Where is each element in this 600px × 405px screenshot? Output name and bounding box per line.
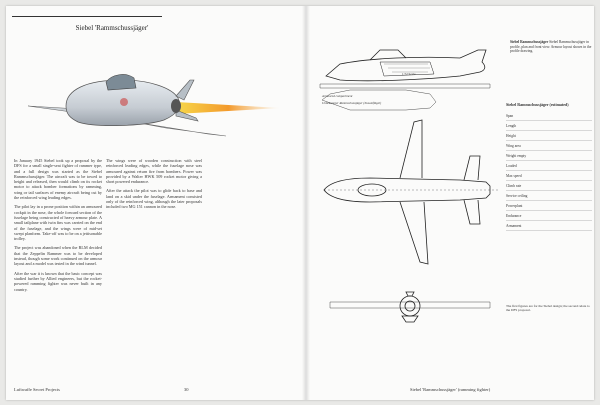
paragraph: After the war it is known that the basic concept was studied further by Allied engineers, but the rocket-powered ramming fighter was never built in any country.: [14, 270, 102, 292]
front-view-nose: [405, 301, 415, 311]
paragraph: The pilot lay in a prone position within an armoured cockpit in the nose, the whole forward section of the fuselage being constructed of heavy armour plate. A small tailplane with twin fins was carried on the end of the fuselage, and the wings were of mid-set swept planform. Take-off was to be on a jettisonable trolley.: [14, 204, 102, 242]
rocket-flame: [176, 102, 281, 114]
front-view-fin: [406, 292, 414, 296]
scale-bar: [320, 84, 490, 88]
caption-label: Siebel Rammschussjäger: [510, 40, 549, 44]
annotation-top: Armoured compartment: [322, 94, 353, 98]
rocket-nozzle: [171, 99, 181, 113]
page-title: Siebel 'Rammschussjäger': [75, 24, 149, 32]
right-page: [310, 6, 594, 400]
spec-row: Loaded: [506, 161, 592, 171]
three-view-drawing: [310, 36, 508, 336]
spec-row: Span: [506, 111, 592, 121]
running-footer-right: Siebel 'Rammschussjäger' (ramming fighter): [410, 387, 491, 392]
front-view-fuselage: [400, 296, 420, 316]
spec-row: Wing area: [506, 141, 592, 151]
tail-fin: [176, 80, 194, 100]
annotation-bottom: Unbekannter Rammschussjäger (Zusatzflügel): [322, 101, 382, 105]
spec-row: Endurance: [506, 211, 592, 221]
armour-hatching: [384, 64, 430, 72]
front-view-wing: [330, 302, 490, 308]
spec-row: Armament: [506, 221, 592, 231]
specification-table: [506, 102, 592, 231]
left-page: [6, 6, 302, 400]
spec-row: Service ceiling: [506, 191, 592, 201]
specs-title: Siebel Rammschussjäger (estimated): [506, 102, 569, 107]
plan-view-upper-wing: [400, 120, 422, 178]
plan-view-lower-tailplane: [464, 200, 480, 224]
paragraph: After the attack the pilot was to glide back to base and land on a skid under the fuselage. Armament consisted only of the reinforced wing, although the later proposals included two MG 151 cannon in the nose.: [106, 188, 202, 210]
spec-row: Weight empty: [506, 151, 592, 161]
book-spread: [6, 6, 594, 400]
marking-roundel: [120, 98, 128, 106]
spec-row: Max speed: [506, 171, 592, 181]
plan-view-lower-wing: [400, 202, 428, 264]
page-number-left: 30: [184, 387, 189, 392]
title-rule: [12, 16, 162, 17]
front-view-skid: [402, 316, 418, 322]
box-outline: [322, 90, 436, 110]
right-wing: [134, 122, 226, 136]
running-footer-left: Luftwaffe Secret Projects: [14, 387, 60, 392]
paragraph: The wings were of wooden construction with steel reinforced leading edges, while the fuselage nose was armoured against return fire from bombers. Power was provided by a Walter HWK 509 rocket motor giving a short powered endurance.: [106, 158, 202, 185]
body-text-column-1: [14, 158, 102, 368]
spec-row: Height: [506, 131, 592, 141]
caption-text: Siebel Rammschussjäger in profile, plan and front view. Armour layout shown in the profile drawing.: [510, 40, 592, 53]
side-view-fuselage: [326, 50, 486, 81]
book-gutter: [302, 6, 310, 400]
paragraph: In January 1945 Siebel took up a proposal by the DFS for a small single-seat fighter of rammer type, and a full design was started as the Siebel Rammschussjäger. The aircraft was to be towed to height and released, then would climb on its rocket motor to attack bomber formations by ramming, wing or tail surfaces of enemy aircraft being cut by the reinforced wing leading edges.: [14, 158, 102, 201]
plan-view-upper-tailplane: [464, 156, 480, 180]
scale-note: 1:72 Scale: [402, 72, 416, 76]
body-text-column-2: [106, 158, 202, 250]
drawing-caption: [510, 40, 592, 54]
aircraft-illustration: [26, 66, 286, 148]
spec-row: Climb rate: [506, 181, 592, 191]
cockpit-canopy: [106, 75, 136, 90]
paragraph: The project was abandoned when the RLM decided that the Zeppelin Rammer was to be developed instead, though some work continued on the armour layout and a model was tested in the wind tunnel.: [14, 245, 102, 267]
spec-row: Powerplant: [506, 201, 592, 211]
spec-row: Length: [506, 121, 592, 131]
spec-footnote: The first figures are for the Siebel design; the second relate to the DFS proposal.: [506, 304, 590, 313]
